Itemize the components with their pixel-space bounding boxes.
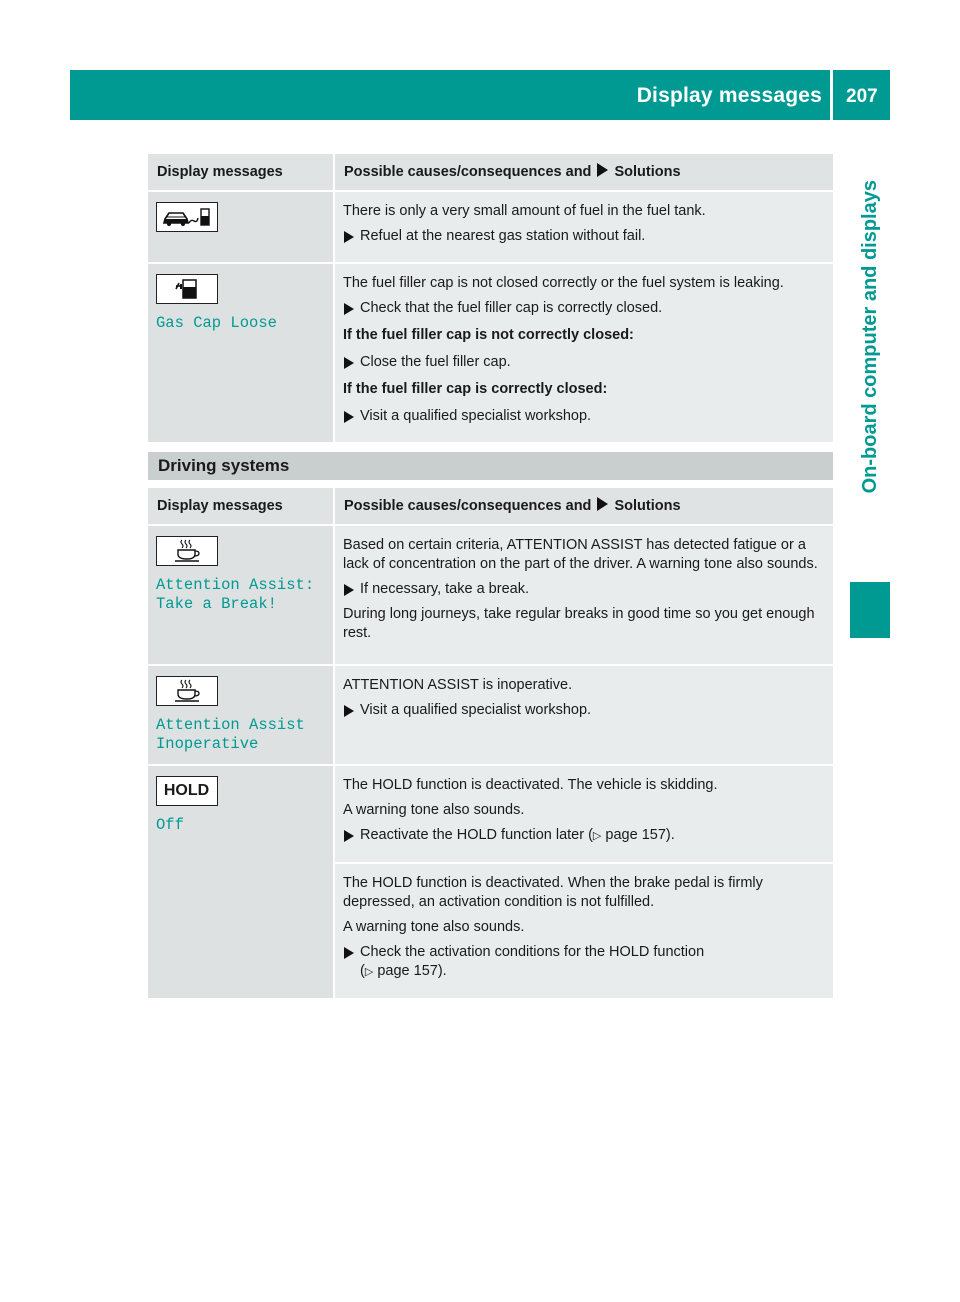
message-cell (148, 765, 334, 998)
causes-cell (334, 665, 833, 765)
causes-cell (334, 525, 833, 665)
section-heading: Driving systems (148, 452, 833, 480)
action-step: Close the fuel filler cap. (343, 353, 825, 372)
message-cell (148, 263, 334, 442)
coffee-cup-icon (156, 536, 218, 566)
action-step-text: Reactivate the HOLD function later ( (360, 827, 593, 843)
table-row (148, 665, 833, 765)
action-step: Check the activation conditions for the HOLD function (▷ page 157). (343, 943, 825, 982)
display-messages-table-fuel (148, 154, 833, 442)
description-text: Based on certain criteria, ATTENTION ASSIST has detected fatigue or a lack of concentration on the part of the driver. A warning tone also sounds. (343, 537, 818, 572)
page-ref-arrow-icon: ▷ (592, 830, 602, 842)
column-header-causes (334, 154, 833, 191)
display-message-text: Attention Assist (156, 716, 305, 734)
description-text: The HOLD function is deactivated. The vehicle is skidding. (343, 777, 718, 793)
column-header-solutions-text: Solutions (614, 498, 681, 514)
action-step: If necessary, take a break. (343, 580, 825, 599)
column-header-causes (334, 488, 833, 525)
table-row (148, 765, 833, 863)
description-text: During long journeys, take regular breaks in good time so you get enough rest. (343, 606, 815, 641)
description-text: ATTENTION ASSIST is inoperative. (343, 677, 573, 693)
page-title: Display messages (636, 84, 822, 107)
fuel-cap-icon (156, 274, 218, 304)
condition-heading: If the fuel filler cap is correctly closed: (343, 381, 608, 397)
column-header-solutions-text: Solutions (614, 164, 681, 180)
causes-cell (334, 765, 833, 863)
chapter-tab (850, 582, 890, 638)
display-message-text: Inoperative (156, 735, 259, 753)
table-row (148, 191, 833, 263)
description-text: A warning tone also sounds. (343, 802, 525, 818)
action-step: Check that the fuel filler cap is correctly closed. (343, 299, 825, 318)
message-cell (148, 191, 334, 263)
coffee-cup-icon (156, 676, 218, 706)
column-header-display-messages: Display messages (148, 154, 334, 191)
display-message-text: Attention Assist: (156, 576, 315, 594)
action-step: Refuel at the nearest gas station without fail. (343, 227, 825, 246)
hold-icon-text: HOLD (163, 782, 210, 799)
description-text: The fuel filler cap is not closed correctly or the fuel system is leaking. (343, 275, 784, 291)
table-header-row (148, 154, 833, 191)
table-row (148, 263, 833, 442)
reserve-fuel-icon (156, 202, 218, 232)
action-arrow-icon (597, 497, 608, 511)
action-step (343, 826, 825, 846)
action-step: Visit a qualified specialist workshop. (343, 701, 825, 720)
column-header-causes-text: Possible causes/consequences and (344, 164, 592, 180)
page-ref-arrow-icon: ▷ (364, 966, 374, 978)
column-header-display-messages: Display messages (148, 488, 334, 525)
chapter-side-label: On-board computer and displays (859, 180, 881, 494)
hold-icon (156, 776, 218, 806)
description-text: There is only a very small amount of fuel in the fuel tank. (343, 203, 706, 219)
causes-cell (334, 863, 833, 998)
condition-heading: If the fuel filler cap is not correctly closed: (343, 327, 634, 343)
display-message-text: Off (156, 816, 184, 834)
column-header-causes-text: Possible causes/consequences and (344, 498, 592, 514)
display-message-text: Take a Break! (156, 595, 277, 613)
action-arrow-icon (597, 163, 608, 177)
causes-cell (334, 191, 833, 263)
display-message-text: Gas Cap Loose (156, 314, 277, 332)
header-separator (830, 70, 833, 120)
page-reference-link[interactable]: page 157). (377, 963, 447, 979)
description-text: The HOLD function is deactivated. When the brake pedal is firmly depressed, an activation condition is not fulfilled. (343, 875, 763, 910)
message-cell (148, 665, 334, 765)
action-step-text: Check the activation conditions for the HOLD function (360, 944, 705, 960)
description-text: A warning tone also sounds. (343, 919, 525, 935)
page-reference-link[interactable]: page 157). (605, 827, 675, 843)
causes-cell (334, 263, 833, 442)
table-header-row (148, 488, 833, 525)
table-row (148, 525, 833, 665)
message-cell (148, 525, 334, 665)
action-step: Visit a qualified specialist workshop. (343, 407, 825, 426)
display-messages-table-driving (148, 488, 833, 998)
page-number: 207 (846, 86, 878, 107)
